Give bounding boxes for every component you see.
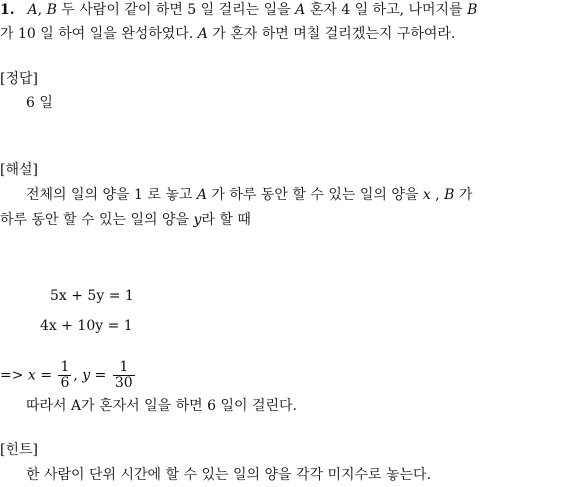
var-x: x [27, 367, 36, 384]
text: 가 10 일 하여 일을 완성하였다. [0, 26, 198, 42]
var-x: x [422, 187, 431, 203]
text: 두 사람이 같이 하면 5 일 걸리는 일을 [56, 2, 296, 18]
problem-line-2 [0, 26, 455, 43]
solution-header: [해설] [0, 162, 38, 178]
equals: = [35, 367, 57, 384]
text: 가 [454, 187, 473, 203]
equation-1: 5x + 5y = 1 [50, 288, 134, 304]
text: 가 혼자 하면 며칠 걸리겠는지 구하여라. [207, 26, 456, 42]
var-a: A [27, 2, 38, 18]
var-a: A [197, 26, 208, 42]
hint-text: 한 사람이 단위 시간에 할 수 있는 일의 양을 각각 미지수로 놓는다. [26, 467, 432, 483]
equation-2: 4x + 10y = 1 [40, 318, 133, 334]
numerator: 1 [113, 360, 135, 376]
fraction-y [113, 360, 135, 391]
var-a: A [196, 187, 207, 203]
result-line [0, 360, 137, 391]
text: 가 하루 동안 할 수 있는 일의 양을 [206, 187, 423, 203]
comma: , [73, 367, 83, 384]
text: 라 할 때 [201, 212, 251, 228]
arrow: => [0, 367, 28, 384]
denominator: 30 [114, 375, 133, 391]
fraction-x [58, 360, 71, 391]
var-y: y [82, 367, 91, 384]
hint-header: [힌트] [0, 442, 38, 458]
solution-line-1 [26, 187, 472, 204]
var-b: B [467, 2, 478, 18]
var-b: B [444, 187, 455, 203]
numerator: 1 [60, 359, 70, 375]
var-a: A [295, 2, 306, 18]
text: 혼자 4 일 하고, 나머지를 [305, 2, 468, 18]
text: , [37, 2, 47, 18]
problem-line-1 [0, 2, 477, 19]
text: , [430, 187, 445, 203]
answer-value: 6 일 [26, 95, 53, 111]
denominator: 6 [60, 375, 70, 391]
var-b: B [46, 2, 57, 18]
problem-number: 1. [0, 2, 15, 18]
var-y: y [193, 212, 202, 228]
text: 전체의 일의 양을 1 로 놓고 [26, 187, 197, 203]
conclusion: 따라서 A가 혼자서 일을 하면 6 일이 걸린다. [26, 398, 298, 414]
answer-header: [정답] [0, 71, 38, 87]
text: 하루 동안 할 수 있는 일의 양을 [0, 212, 194, 228]
solution-line-2 [0, 212, 251, 229]
equals: = [90, 367, 111, 384]
